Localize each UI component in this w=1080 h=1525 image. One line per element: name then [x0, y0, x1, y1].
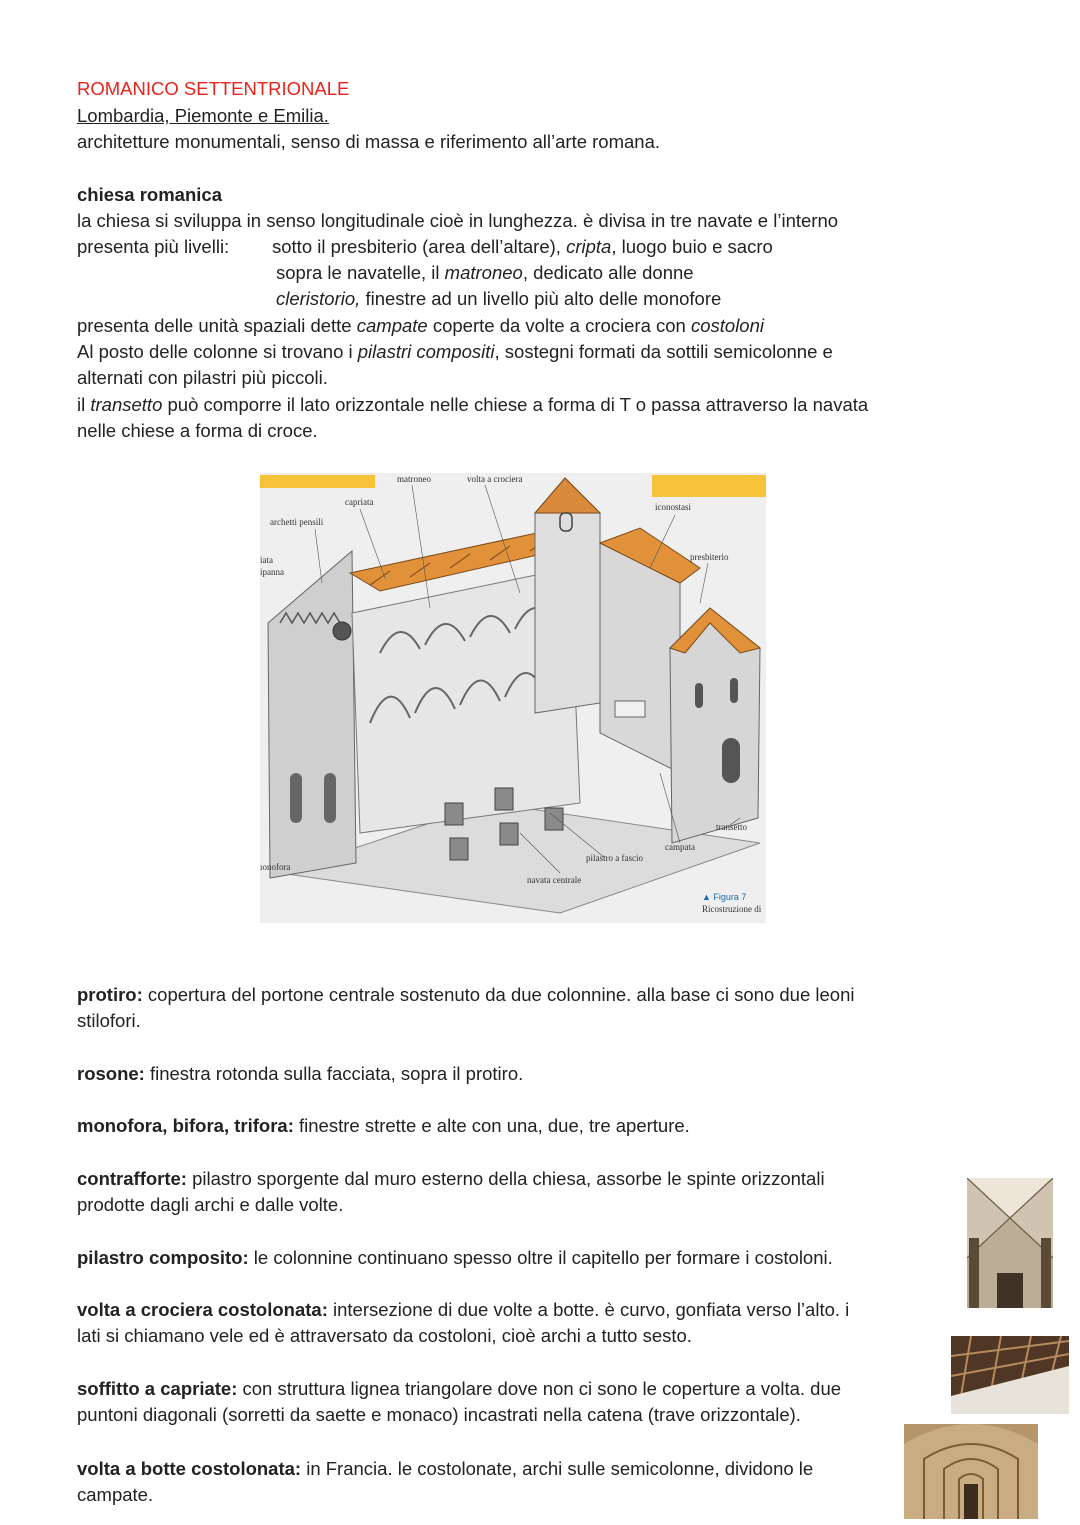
- label-facciata: iata: [260, 555, 273, 565]
- glossary-entry: rosone: finestra rotonda sulla facciata, sopra il protiro.: [77, 1063, 524, 1084]
- campate-line: presenta delle unità spaziali dette campate coperte da volte a crociera con costoloni: [77, 315, 764, 336]
- pilastri-line: Al posto delle colonne si trovano i pilastri compositi, sostegni formati da sottili semicolonne e: [77, 341, 833, 362]
- levels-item-cripta: sotto il presbiterio (area dell’altare), cripta, luogo buio e sacro: [272, 236, 773, 257]
- label-archetti-pensili: archetti pensili: [270, 517, 324, 527]
- regions-subtitle: Lombardia, Piemonte e Emilia.: [77, 105, 329, 126]
- label-capanna: ipanna: [260, 567, 284, 577]
- label-pilastro-a-fascio: pilastro a fascio: [586, 853, 643, 863]
- label-iconostasi: iconostasi: [655, 502, 691, 512]
- label-transetto: transetto: [716, 822, 747, 832]
- glossary-entry-cont: stilofori.: [77, 1010, 141, 1031]
- glossary-entry-cont: lati si chiamano vele ed è attraversato da costoloni, cioè archi a tutto sesto.: [77, 1325, 692, 1346]
- label-campata: campata: [665, 842, 695, 852]
- label-matroneo: matroneo: [397, 474, 431, 484]
- glossary-entry: pilastro composito: le colonnine continuano spesso oltre il capitello per formare i costoloni.: [77, 1247, 833, 1268]
- levels-item-matroneo: sopra le navatelle, il matroneo, dedicato alle donne: [276, 262, 694, 283]
- transetto-line: il transetto può comporre il lato orizzontale nelle chiese a forma di T o passa attraverso la navata: [77, 394, 869, 415]
- label-monofora: ıonofora: [260, 862, 291, 872]
- label-capriata: capriata: [345, 497, 374, 507]
- photo-truss-ceiling: [951, 1336, 1069, 1414]
- church-paragraph-line: presenta più livelli:: [77, 236, 230, 257]
- glossary-entry: protiro: copertura del portone centrale sostenuto da due colonnine. alla base ci sono due leoni: [77, 984, 855, 1005]
- glossary-entry: volta a botte costolonata: in Francia. le costolonate, archi sulle semicolonne, dividono le: [77, 1458, 814, 1479]
- glossary-entry: monofora, bifora, trifora: finestre strette e alte con una, due, tre aperture.: [77, 1115, 690, 1136]
- section-heading: chiesa romanica: [77, 184, 222, 205]
- glossary-entry: volta a crociera costolonata: intersezione di due volte a botte. è curvo, gonfiata verso l’alto. i: [77, 1299, 850, 1320]
- church-cutaway-illustration: [260, 473, 766, 923]
- figure-caption-text: Ricostruzione di: [702, 904, 762, 914]
- label-volta-a-crociera: volta a crociera: [467, 474, 523, 484]
- photo-ribbed-cross-vault: [967, 1178, 1053, 1308]
- page-title: ROMANICO SETTENTRIONALE: [77, 78, 350, 99]
- label-navata-centrale: navata centrale: [527, 875, 582, 885]
- glossary-entry-cont: prodotte dagli archi e dalle volte.: [77, 1194, 344, 1215]
- pilastri-line-2: alternati con pilastri più piccoli.: [77, 367, 328, 388]
- photo-barrel-vault: [904, 1424, 1038, 1519]
- glossary-entry-cont: campate.: [77, 1484, 154, 1505]
- figure-caption-title: ▲ Figura 7: [702, 892, 747, 902]
- levels-item-cleristorio: cleristorio, finestre ad un livello più alto delle monofore: [276, 288, 722, 309]
- church-paragraph-line: la chiesa si sviluppa in senso longitudinale cioè in lunghezza. è divisa in tre navate e l’interno: [77, 210, 839, 231]
- transetto-line-2: nelle chiese a forma di croce.: [77, 420, 318, 441]
- glossary-entry-cont: puntoni diagonali (sorretti da saette e monaco) incastrati nella catena (trave orizzontale).: [77, 1404, 801, 1425]
- label-presbiterio: presbiterio: [690, 552, 729, 562]
- church-drawing: [260, 473, 766, 923]
- glossary-entry: soffitto a capriate: con struttura lignea triangolare dove non ci sono le coperture a volta. due: [77, 1378, 842, 1399]
- intro-text: architetture monumentali, senso di massa e riferimento all’arte romana.: [77, 131, 661, 152]
- glossary-entry: contrafforte: pilastro sporgente dal muro esterno della chiesa, assorbe le spinte orizzontali: [77, 1168, 825, 1189]
